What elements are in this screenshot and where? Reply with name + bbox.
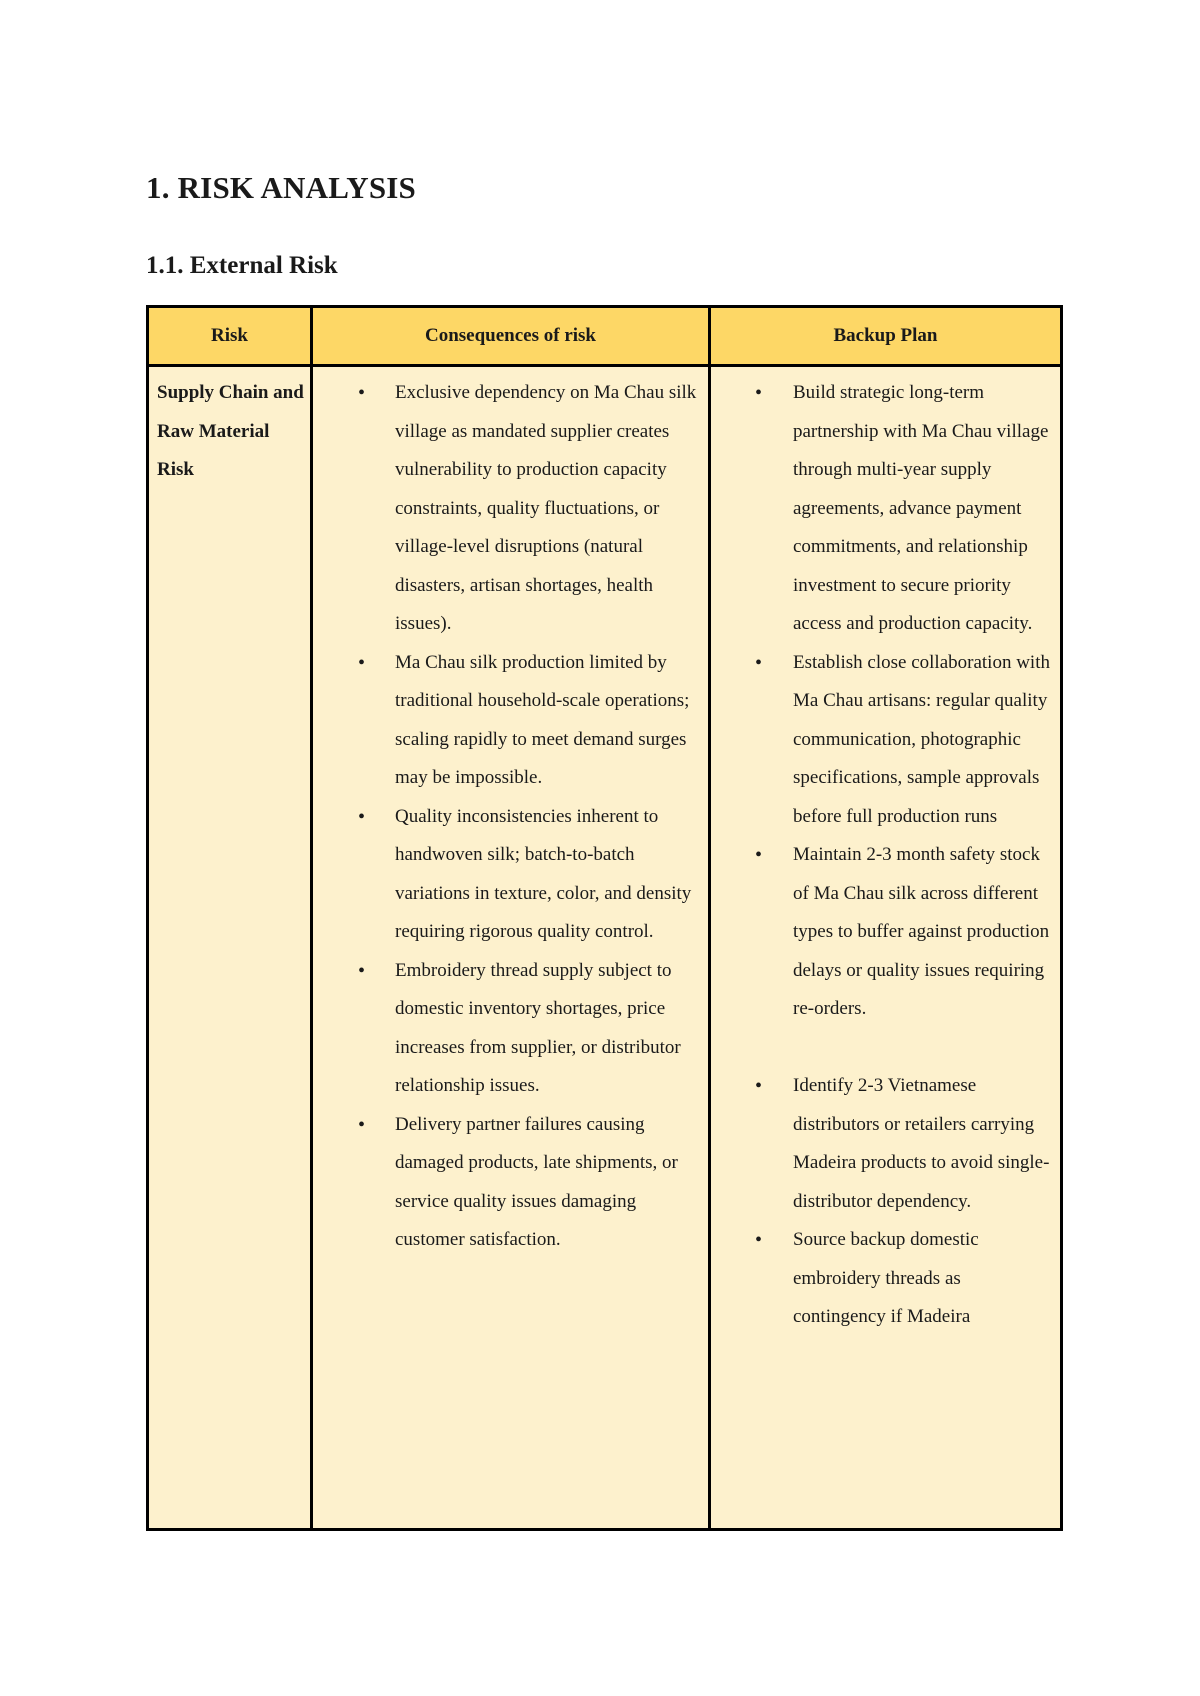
header-consequences: Consequences of risk bbox=[312, 307, 710, 366]
section-title: 1.1. External Risk bbox=[146, 252, 338, 279]
list-item: • Source backup domestic embroidery threads as contingency if Madeira bbox=[711, 1221, 1060, 1337]
header-backup-plan: Backup Plan bbox=[710, 307, 1062, 366]
list-item: • Ma Chau silk production limited by traditional household-scale operations; scaling rapidly to meet demand surges may be impossible. bbox=[313, 644, 708, 798]
list-item: • Delivery partner failures causing damaged products, late shipments, or service quality issues damaging customer satisfaction. bbox=[313, 1106, 708, 1260]
list-item: • Quality inconsistencies inherent to handwoven silk; batch-to-batch variations in texture, color, and density requiring rigorous quality control. bbox=[313, 798, 708, 952]
list-item: • Establish close collaboration with Ma Chau artisans: regular quality communication, photographic specifications, sample approvals before full production runs bbox=[711, 644, 1060, 837]
list-item: • Identify 2-3 Vietnamese distributors or retailers carrying Madeira products to avoid single-distributor dependency. bbox=[711, 1067, 1060, 1221]
table-row bbox=[148, 366, 1062, 1530]
risk-name-cell: Supply Chain and Raw Material Risk bbox=[148, 366, 312, 1530]
list-item: • Build strategic long-term partnership with Ma Chau village through multi-year supply agreements, advance payment commitments, and relationship investment to secure priority access and production capacity. bbox=[711, 374, 1060, 644]
list-item: • Embroidery thread supply subject to domestic inventory shortages, price increases from supplier, or distributor relationship issues. bbox=[313, 952, 708, 1106]
consequences-list bbox=[313, 374, 708, 1260]
table-header-row bbox=[148, 307, 1062, 366]
list-item: • Exclusive dependency on Ma Chau silk village as mandated supplier creates vulnerability to production capacity constraints, quality fluctuations, or village-level disruptions (natural disasters, artisan shortages, health issues). bbox=[313, 374, 708, 644]
page-title: 1. RISK ANALYSIS bbox=[146, 170, 416, 205]
header-risk: Risk bbox=[148, 307, 312, 366]
risk-table bbox=[146, 305, 1063, 1531]
backup-plan-list bbox=[711, 374, 1060, 1337]
backup-plan-cell bbox=[710, 366, 1062, 1530]
list-item: • Maintain 2-3 month safety stock of Ma Chau silk across different types to buffer against production delays or quality issues requiring re-orders. bbox=[711, 836, 1060, 1029]
consequences-cell bbox=[312, 366, 710, 1530]
